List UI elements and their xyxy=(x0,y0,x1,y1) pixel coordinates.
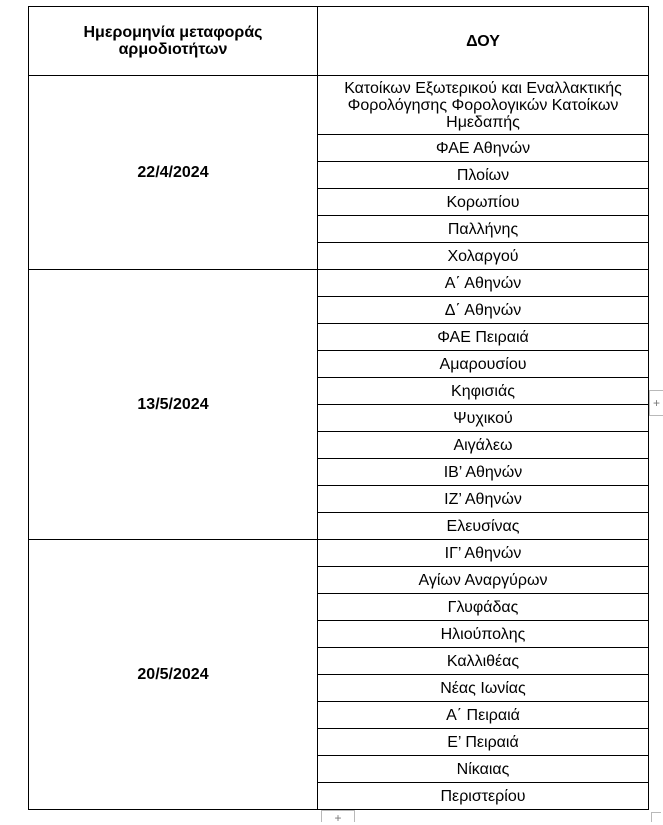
tax-office-cell: Χολαργού xyxy=(318,243,649,270)
tax-office-cell: ΙΒ’ Αθηνών xyxy=(318,459,649,486)
tax-office-cell: Α΄ Αθηνών xyxy=(318,270,649,297)
transfer-date-cell: 22/4/2024 xyxy=(29,76,318,270)
tax-office-cell: ΦΑΕ Αθηνών xyxy=(318,135,649,162)
header-office: ΔΟΥ xyxy=(318,7,649,76)
transfer-date-cell: 13/5/2024 xyxy=(29,270,318,540)
table-row xyxy=(29,270,649,297)
tax-office-cell: Περιστερίου xyxy=(318,783,649,810)
table-body xyxy=(29,76,649,810)
tax-office-cell: Ελευσίνας xyxy=(318,513,649,540)
table-resize-handle[interactable] xyxy=(651,812,661,822)
tax-office-cell: Α΄ Πειραιά xyxy=(318,702,649,729)
tax-office-cell: Νίκαιας xyxy=(318,756,649,783)
tax-office-cell: Αγίων Αναργύρων xyxy=(318,567,649,594)
add-column-handle[interactable]: + xyxy=(649,390,663,416)
tax-office-cell: Ψυχικού xyxy=(318,405,649,432)
tax-office-cell: Ηλιούπολης xyxy=(318,621,649,648)
tax-office-cell: Κηφισιάς xyxy=(318,378,649,405)
tax-office-cell: Καλλιθέας xyxy=(318,648,649,675)
header-row xyxy=(29,7,649,76)
add-row-handle[interactable]: + xyxy=(321,810,355,822)
tax-office-cell: Πλοίων xyxy=(318,162,649,189)
table-row xyxy=(29,76,649,135)
transfer-table xyxy=(28,6,649,810)
transfer-date-cell: 20/5/2024 xyxy=(29,540,318,810)
tax-office-cell: Νέας Ιωνίας xyxy=(318,675,649,702)
tax-office-cell: Αιγάλεω xyxy=(318,432,649,459)
header-date: Ημερομηνία μεταφοράς αρμοδιοτήτων xyxy=(29,7,318,76)
tax-office-cell: Κορωπίου xyxy=(318,189,649,216)
tax-office-cell: Κατοίκων Εξωτερικού και Εναλλακτικής Φορολόγησης Φορολογικών Κατοίκων Ημεδαπής xyxy=(318,76,649,135)
tax-office-cell: Ε’ Πειραιά xyxy=(318,729,649,756)
tax-office-cell: ΙΓ’ Αθηνών xyxy=(318,540,649,567)
tax-office-cell: Αμαρουσίου xyxy=(318,351,649,378)
table-row xyxy=(29,540,649,567)
tax-office-cell: Δ΄ Αθηνών xyxy=(318,297,649,324)
tax-office-cell: Γλυφάδας xyxy=(318,594,649,621)
tax-office-cell: ΙΖ’ Αθηνών xyxy=(318,486,649,513)
tax-office-cell: ΦΑΕ Πειραιά xyxy=(318,324,649,351)
tax-office-cell: Παλλήνης xyxy=(318,216,649,243)
